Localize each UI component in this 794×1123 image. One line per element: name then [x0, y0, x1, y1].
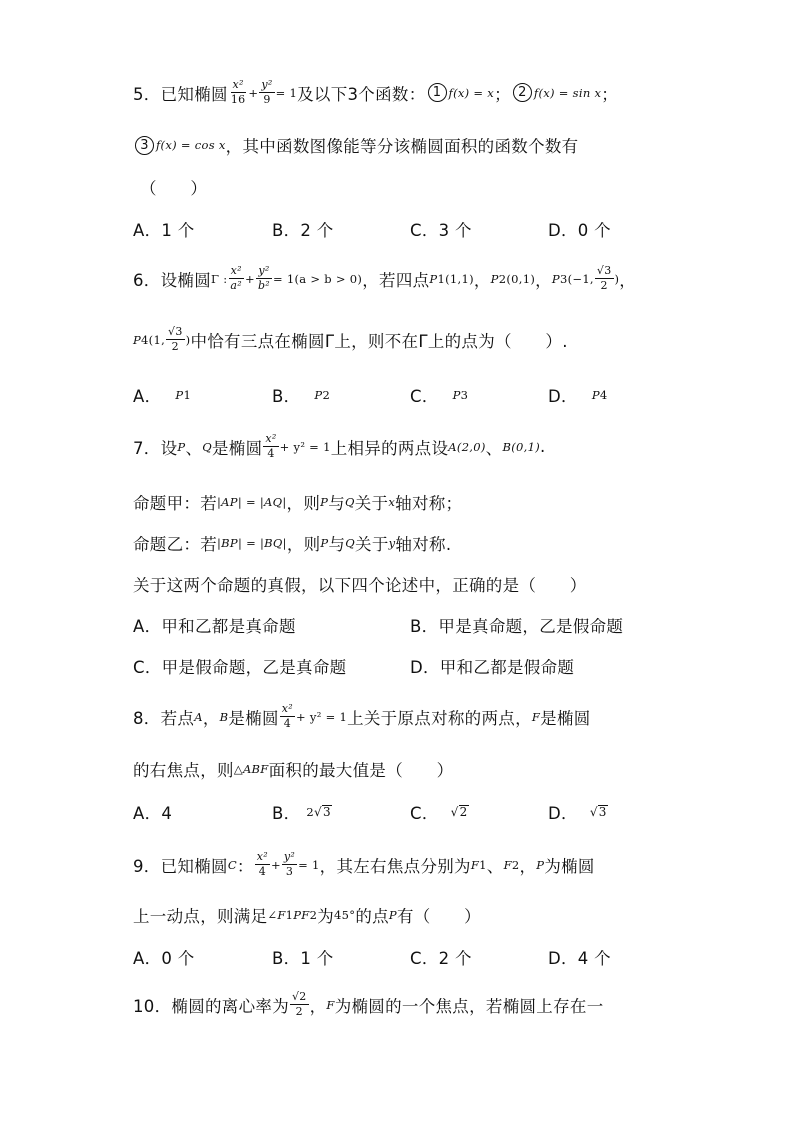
- q7-option-a: A．甲和乙都是真命题: [133, 617, 296, 636]
- q5-option-c: C．3 个: [410, 221, 472, 240]
- q5-frac-y: $\frac{\text{y²}}{9}$: [261, 78, 273, 106]
- q10-eccentricity-frac: $\frac{√2}{2}$: [292, 990, 307, 1018]
- q7-proposition-jia: 命题甲：若 |AP| = |AQ| ，则 P 与 Q 关于 x 轴对称；: [133, 494, 463, 513]
- q9-frac-y: $\frac{\text{y²}}{3}$: [283, 850, 296, 878]
- q5-option-b: B．2 个: [272, 221, 334, 240]
- q7-proposition-yi: 命题乙：若 |BP| = |BQ| ，则 P 与 Q 关于 y 轴对称.: [133, 535, 452, 554]
- q7-option-b: B．甲是真命题，乙是假命题: [410, 617, 624, 636]
- q8-line1: 8．若点 A ， B 是椭圆 $\frac{\text{x²}}{4}$ + y² = 1 上关于原点对称的两点， F 是椭圆: [133, 702, 591, 730]
- q6-frac-x: $\frac{\text{x²}}{\text{a²}}$: [230, 264, 242, 292]
- circled-number-2: 2: [513, 83, 532, 102]
- q9-frac-x: $\frac{\text{x²}}{4}$: [256, 850, 268, 878]
- q5-option-a: A．1 个: [133, 221, 195, 240]
- q9-option-d: D．4 个: [548, 949, 611, 968]
- q6-option-a: A． P 1: [133, 387, 192, 406]
- q6-p3-frac: $\frac{√3}{2}$: [596, 264, 612, 292]
- q7-line1: 7．设 P 、 Q 是椭圆 $\frac{\text{x²}}{4}$ + y² = 1 上相异的两点设 A(2,0) 、 B(0,1) .: [133, 432, 546, 460]
- q8-option-a: A．4: [133, 804, 173, 823]
- q6-line1: 6．设椭圆 Γ : $\frac{\text{x²}}{\text{a²}}$ + $\frac{\text{y²}}{\text{b²}}$ = 1(a > b > 0) ，若四点 P 1 (1,1) ， P 2 (0,1) ， P 3 (−1, $\frac{√3}{2}$ ) ，: [133, 264, 637, 292]
- q8-line2: 的右焦点，则 △ABF 面积的最大值是（ ）: [133, 761, 454, 780]
- q7-option-c: C．甲是假命题，乙是真命题: [133, 658, 347, 677]
- q6-option-d: D． P 4: [548, 387, 608, 406]
- q7-question: 关于这两个命题的真假，以下四个论述中，正确的是（ ）: [133, 576, 587, 595]
- q8-frac-x: $\frac{\text{x²}}{4}$: [281, 702, 294, 730]
- q5-line1: 5．已知椭圆 $\frac{\text{x²}}{16}$ + $\frac{\text{y²}}{9}$ = 1 及以下3个函数： 1 f(x) = x ； 2 f(x) = sin x ；: [133, 78, 619, 106]
- q9-option-c: C．2 个: [410, 949, 472, 968]
- q9-option-a: A．0 个: [133, 949, 195, 968]
- q6-line2: P 4 (1, $\frac{√3}{2}$ ) 中恰有三点在椭圆Γ上，则不在Γ上的点为（ ）.: [133, 325, 568, 353]
- circled-number-3: 3: [135, 136, 154, 155]
- q9-line1: 9．已知椭圆 C ： $\frac{\text{x²}}{4}$ + $\frac{\text{y²}}{3}$ = 1 ，其左右焦点分别为 F 1 、 F 2 ， P 为椭圆: [133, 850, 595, 878]
- q5-stem: 5．已知椭圆: [133, 84, 228, 104]
- q6-p4-frac: $\frac{√3}{2}$: [168, 325, 183, 353]
- q7-frac-x: $\frac{\text{x²}}{4}$: [265, 432, 277, 460]
- q10-line1: 10．椭圆的离心率为 $\frac{√2}{2}$ ， F 为椭圆的一个焦点，若椭圆上存在一: [133, 990, 604, 1018]
- q6-frac-y: $\frac{\text{y²}}{\text{b²}}$: [257, 264, 270, 292]
- q9-line2: 上一动点，则满足 ∠F 1 PF 2 为 45° 的点 P 有（ ）: [133, 907, 481, 926]
- q8-option-b: B． 2 √ 3: [272, 804, 331, 823]
- q7-option-d: D．甲和乙都是假命题: [410, 658, 575, 677]
- q5-option-d: D．0 个: [548, 221, 611, 240]
- q8-option-c: C． √ 2: [410, 804, 468, 823]
- circled-number-1: 1: [428, 83, 447, 102]
- q5-frac-x: $\frac{\text{x²}}{16}$: [230, 78, 246, 106]
- q5-paren: （ ）: [140, 179, 208, 198]
- q9-option-b: B．1 个: [272, 949, 334, 968]
- q6-option-c: C． P 3: [410, 387, 469, 406]
- q5-line2: 3 f(x) = cos x ，其中函数图像能等分该椭圆面积的函数个数有: [133, 133, 578, 157]
- q8-option-d: D． √ 3: [548, 804, 607, 823]
- q6-option-b: B． P 2: [272, 387, 331, 406]
